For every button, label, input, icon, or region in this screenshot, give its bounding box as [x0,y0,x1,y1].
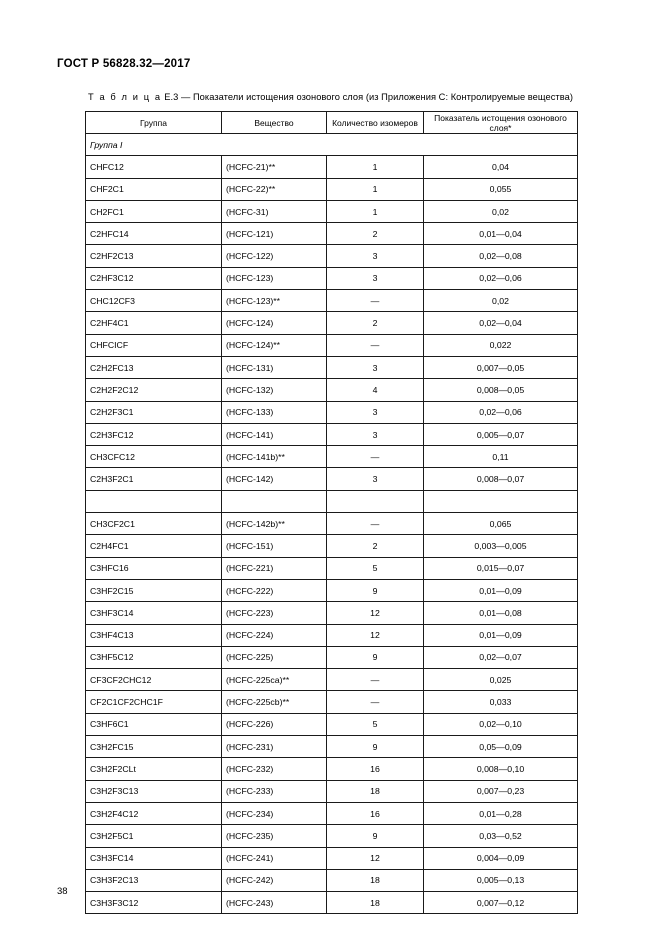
cell-group-name: C3H2F4C12 [86,802,222,824]
cell-group-name: CHFCICF [86,334,222,356]
cell-odp: 0,01—0,08 [424,602,578,624]
table-row [86,223,578,245]
cell-group-name: CF3CF2CHC12 [86,669,222,691]
cell-isomers: 4 [327,379,424,401]
cell-isomers: 3 [327,356,424,378]
cell-odp: 0,01—0,28 [424,802,578,824]
table-row [86,758,578,780]
cell-odp: 0,008—0,05 [424,379,578,401]
cell-group-name: C3H2FC15 [86,736,222,758]
table-row [86,691,578,713]
table-row [86,557,578,579]
cell-isomers: 18 [327,892,424,914]
cell-odp: 0,01—0,09 [424,579,578,601]
cell-group-name: C3H3F3C12 [86,892,222,914]
cell-group-name: C3H3FC14 [86,847,222,869]
cell-group-name: CH2FC1 [86,200,222,222]
cell-odp: 0,015—0,07 [424,557,578,579]
cell-isomers: 18 [327,780,424,802]
cell-odp: 0,004—0,09 [424,847,578,869]
cell-isomers: — [327,290,424,312]
cell-odp: 0,11 [424,446,578,468]
table-row [86,892,578,914]
cell-substance: (HCFC-221) [222,557,327,579]
cell-odp: 0,025 [424,669,578,691]
table-row [86,713,578,735]
cell-substance: (HCFC-141b)** [222,446,327,468]
table-head [86,112,578,134]
cell-substance: (HCFC-225) [222,646,327,668]
cell-isomers: 2 [327,312,424,334]
cell-isomers: 5 [327,713,424,735]
cell-odp: 0,05—0,09 [424,736,578,758]
cell-odp: 0,007—0,12 [424,892,578,914]
cell-group-name: C3H3F2C13 [86,869,222,891]
cell-group-name: C2H3F2C1 [86,468,222,490]
table-row [86,646,578,668]
cell-isomers: 5 [327,557,424,579]
table-row [86,847,578,869]
cell-group-name: C3HF5C12 [86,646,222,668]
cell-odp: 0,003—0,005 [424,535,578,557]
cell-isomers: 9 [327,579,424,601]
table-row [86,267,578,289]
cell-odp: 0,022 [424,334,578,356]
cell-isomers: 12 [327,624,424,646]
cell-odp: 0,02 [424,200,578,222]
cell-substance: (HCFC-242) [222,869,327,891]
cell-group-name: C3HFC16 [86,557,222,579]
cell-isomers: 9 [327,646,424,668]
cell-odp: 0,02—0,10 [424,713,578,735]
cell-group-name: C3HF4C13 [86,624,222,646]
table-row [86,356,578,378]
table-group-row [86,134,578,156]
cell-odp: 0,02—0,06 [424,267,578,289]
table-row [86,624,578,646]
cell-odp: 0,005—0,07 [424,423,578,445]
table-row [86,156,578,178]
table-row [86,446,578,468]
cell-substance: (HCFC-22)** [222,178,327,200]
cell-group-name: CHC12CF3 [86,290,222,312]
cell-isomers: 16 [327,802,424,824]
column-header-isomers: Количество изомеров [327,112,424,134]
cell-substance: (HCFC-133) [222,401,327,423]
cell-group-name: C2H2FC13 [86,356,222,378]
cell-substance: (HCFC-124)** [222,334,327,356]
cell-odp: 0,007—0,23 [424,780,578,802]
cell-substance: (HCFC-122) [222,245,327,267]
cell-odp: 0,04 [424,156,578,178]
cell-substance: (HCFC-121) [222,223,327,245]
cell-odp: 0,055 [424,178,578,200]
cell-group-name: CHFC12 [86,156,222,178]
cell-odp: 0,02—0,04 [424,312,578,334]
table-row [86,290,578,312]
cell-substance [222,490,327,512]
cell-substance: (HCFC-123) [222,267,327,289]
cell-substance: (HCFC-224) [222,624,327,646]
cell-odp: 0,01—0,04 [424,223,578,245]
column-header-group: Группа [86,112,222,134]
table-row [86,401,578,423]
cell-isomers: 12 [327,847,424,869]
table-row [86,312,578,334]
cell-isomers: 12 [327,602,424,624]
table-row [86,379,578,401]
cell-odp: 0,007—0,05 [424,356,578,378]
cell-odp: 0,03—0,52 [424,825,578,847]
cell-odp: 0,008—0,10 [424,758,578,780]
cell-odp: 0,005—0,13 [424,869,578,891]
cell-group-name: C3HF3C14 [86,602,222,624]
cell-isomers: 3 [327,245,424,267]
cell-group-name: C2H2F3C1 [86,401,222,423]
table-row [86,178,578,200]
cell-isomers: 1 [327,200,424,222]
cell-substance: (HCFC-123)** [222,290,327,312]
cell-substance: (HCFC-225cb)** [222,691,327,713]
table-caption-text: Е.3 — Показатели истощения озонового слоя (из Приложения С: Контролируемые вещества) [164,92,573,102]
cell-isomers: 3 [327,401,424,423]
cell-isomers: 1 [327,156,424,178]
cell-odp: 0,033 [424,691,578,713]
cell-substance: (HCFC-31) [222,200,327,222]
cell-substance: (HCFC-223) [222,602,327,624]
table-row [86,802,578,824]
table-caption [88,92,573,102]
cell-substance: (HCFC-141) [222,423,327,445]
table-row [86,468,578,490]
table-row [86,423,578,445]
page-number: 38 [57,886,68,897]
column-header-substance: Вещество [222,112,327,134]
table-row [86,869,578,891]
cell-group-name: C2HFC14 [86,223,222,245]
cell-isomers: 9 [327,825,424,847]
cell-substance: (HCFC-226) [222,713,327,735]
cell-substance: (HCFC-21)** [222,156,327,178]
cell-isomers: — [327,669,424,691]
cell-substance: (HCFC-232) [222,758,327,780]
cell-group-name: C3H2F5C1 [86,825,222,847]
table-row [86,200,578,222]
cell-substance: (HCFC-142b)** [222,513,327,535]
cell-group-name: C3H2F3C13 [86,780,222,802]
cell-group-name: CF2C1CF2CHC1F [86,691,222,713]
table-row [86,535,578,557]
cell-substance: (HCFC-131) [222,356,327,378]
cell-group-name [86,490,222,512]
cell-group-name: C3H2F2CLt [86,758,222,780]
cell-isomers: 3 [327,267,424,289]
cell-substance: (HCFC-124) [222,312,327,334]
cell-group-name: C2HF4C1 [86,312,222,334]
group-label: Группа I [86,134,578,156]
cell-odp: 0,02 [424,290,578,312]
cell-group-name: C2H2F2C12 [86,379,222,401]
ozone-depletion-table [85,111,578,914]
table-body [86,134,578,914]
cell-substance: (HCFC-222) [222,579,327,601]
cell-odp: 0,02—0,06 [424,401,578,423]
cell-group-name: C3HF2C15 [86,579,222,601]
cell-substance: (HCFC-233) [222,780,327,802]
cell-group-name: CH3CF2C1 [86,513,222,535]
cell-isomers: 2 [327,223,424,245]
cell-isomers: 2 [327,535,424,557]
column-header-odp: Показатель истощения озонового слоя* [424,112,578,134]
cell-substance: (HCFC-243) [222,892,327,914]
cell-isomers: 9 [327,736,424,758]
cell-odp [424,490,578,512]
cell-group-name: C2HF2C13 [86,245,222,267]
cell-group-name: CH3CFC12 [86,446,222,468]
table-row [86,825,578,847]
cell-isomers: 3 [327,423,424,445]
cell-substance: (HCFC-234) [222,802,327,824]
cell-odp: 0,02—0,07 [424,646,578,668]
cell-group-name: C3HF6C1 [86,713,222,735]
cell-group-name: C2H4FC1 [86,535,222,557]
cell-odp: 0,01—0,09 [424,624,578,646]
cell-isomers: — [327,446,424,468]
cell-isomers: — [327,691,424,713]
cell-substance: (HCFC-132) [222,379,327,401]
cell-substance: (HCFC-241) [222,847,327,869]
table-caption-prefix: Т а б л и ц а [88,92,162,102]
cell-isomers: 3 [327,468,424,490]
cell-isomers [327,490,424,512]
cell-substance: (HCFC-231) [222,736,327,758]
table-row [86,513,578,535]
table-row [86,579,578,601]
cell-isomers: — [327,513,424,535]
cell-isomers: 16 [327,758,424,780]
cell-isomers: 1 [327,178,424,200]
cell-odp: 0,065 [424,513,578,535]
cell-group-name: CHF2C1 [86,178,222,200]
table-row-blank [86,490,578,512]
table-row [86,334,578,356]
table-header-row [86,112,578,134]
cell-substance: (HCFC-151) [222,535,327,557]
cell-isomers: 18 [327,869,424,891]
table-row [86,780,578,802]
cell-group-name: C2HF3C12 [86,267,222,289]
standard-number-header: ГОСТ Р 56828.32—2017 [57,58,191,70]
table-row [86,736,578,758]
cell-substance: (HCFC-235) [222,825,327,847]
table-row [86,602,578,624]
cell-odp: 0,02—0,08 [424,245,578,267]
cell-isomers: — [327,334,424,356]
cell-odp: 0,008—0,07 [424,468,578,490]
table-row [86,669,578,691]
table-row [86,245,578,267]
cell-group-name: C2H3FC12 [86,423,222,445]
cell-substance: (HCFC-225ca)** [222,669,327,691]
cell-substance: (HCFC-142) [222,468,327,490]
